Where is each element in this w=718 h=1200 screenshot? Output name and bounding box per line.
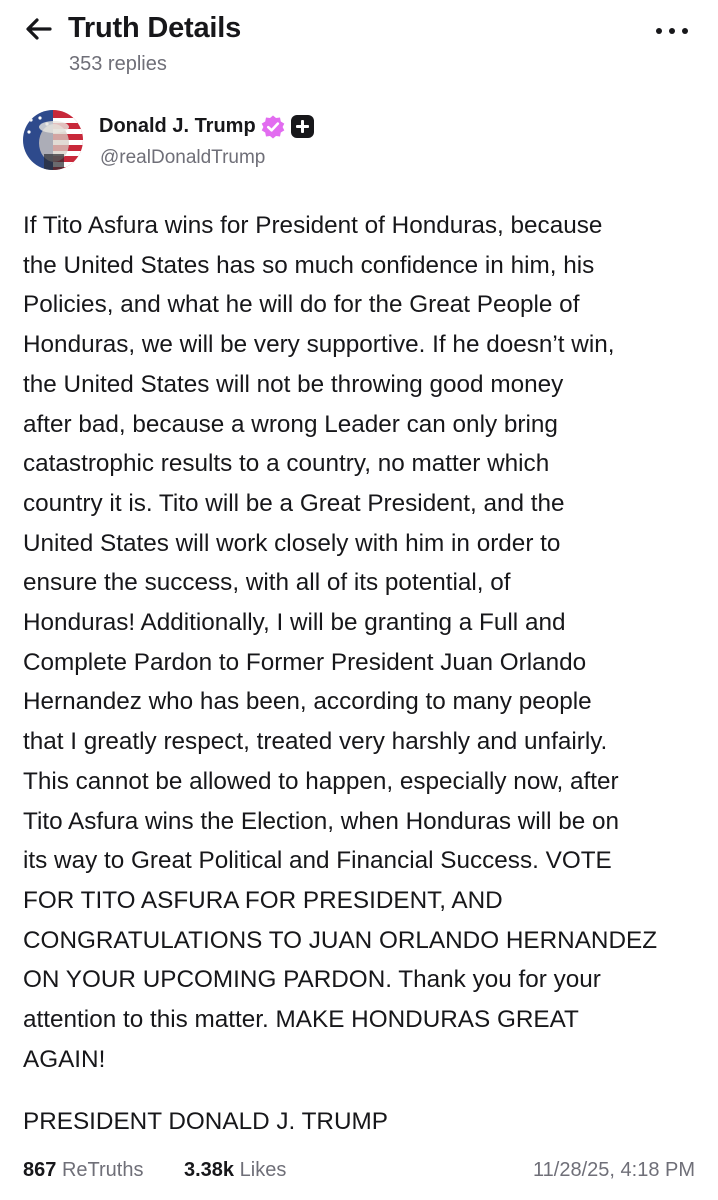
author-handle[interactable]: @realDonaldTrump xyxy=(100,147,266,168)
post-body: If Tito Asfura wins for President of Honduras, because the United States has so much confidence in him, his Policies, and what he will do for the Great People of Honduras, we will be very supportive. If he doesn’t win, the United States will not be throwing good money after bad, because a wrong Leader can only bring catastrophic results to a country, no matter which country it is. Tito will be a Great President, and the United States will work closely with him in order to ensure the success, with all of its potential, of Honduras! Additionally, I will be granting a Full and Complete Pardon to Former President Juan Orlando Hernandez who has been, according to many people that I greatly respect, treated very harshly and unfairly. This cannot be allowed to happen, especially now, after Tito Asfura wins the Election, when Honduras will be on its way to Great Political and Financial Success. VOTE FOR TITO ASFURA FOR PRESIDENT, AND CONGRATULATIONS TO JUAN ORLANDO HERNANDEZ ON YOUR UPCOMING PARDON. Thank you for your attention to this matter. MAKE HONDURAS GREAT AGAIN! xyxy=(23,212,658,1073)
retruths-count: 867 xyxy=(23,1159,57,1181)
likes-count: 3.38k xyxy=(184,1159,235,1181)
more-horizontal-icon xyxy=(656,28,662,34)
retruths-label: ReTruths xyxy=(61,1159,144,1181)
author-name[interactable]: Donald J. Trump xyxy=(99,115,256,137)
post-signature: PRESIDENT DONALD J. TRUMP xyxy=(23,1108,388,1135)
back-button[interactable] xyxy=(22,12,56,46)
likes-stat[interactable] xyxy=(184,1159,286,1182)
likes-label: Likes xyxy=(239,1159,287,1181)
retruths-stat[interactable] xyxy=(23,1159,143,1182)
arrow-left-icon xyxy=(22,12,56,46)
avatar-image xyxy=(23,110,83,170)
header xyxy=(0,0,718,90)
verified-badge-icon xyxy=(260,114,286,140)
reply-count: 353 replies xyxy=(69,53,167,75)
avatar[interactable] xyxy=(23,110,83,170)
more-options-button[interactable] xyxy=(652,18,692,44)
post-stats-bar xyxy=(23,1156,695,1188)
plus-badge-icon xyxy=(291,115,314,138)
post-timestamp: 11/28/25, 4:18 PM xyxy=(533,1159,695,1181)
page-title: Truth Details xyxy=(68,12,242,44)
